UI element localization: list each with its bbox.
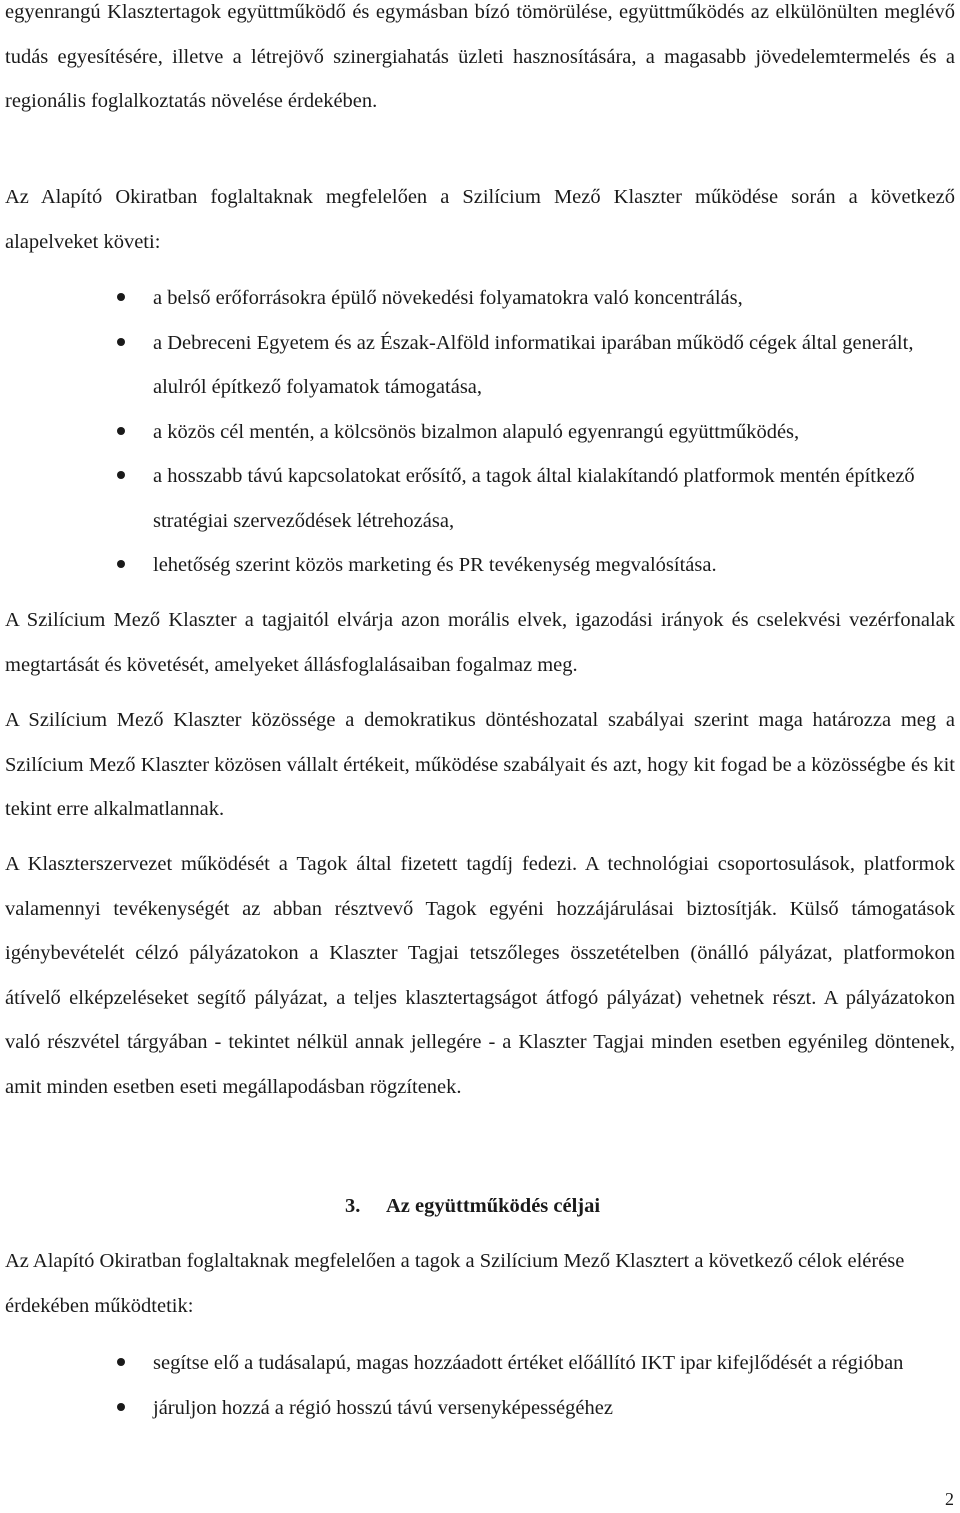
list-item [0, 1341, 960, 1386]
bullet-icon [117, 293, 125, 301]
bullet-icon [117, 1403, 125, 1411]
list-item-text: a közös cél mentén, a kölcsönös bizalmon alapuló egyenrangú együttműködés, [153, 420, 800, 443]
moral-paragraph: A Szilícium Mező Klaszter a tagjaitól elvárja azon morális elvek, igazodási irányok és cselekvési vezérfonalak megtartását és követését, amelyeket állásfoglalásaiban fogalmaz meg. [5, 609, 955, 676]
list-item [0, 276, 960, 321]
bullet-icon [117, 471, 125, 479]
goals-lead-paragraph: Az Alapító Okiratban foglaltaknak megfelelően a tagok a Szilícium Mező Klasztert a következő célok elérése érdekében működtetik: [5, 1250, 905, 1317]
intro-paragraph: egyenrangú Klasztertagok együttműködő és egymásban bízó tömörülése, együttműködés az elkülönülten meglévő tudás egyesítésére, illetve a létrejövő szinergiahatás üzleti hasznosítására, a magasabb jövedelemtermelés és a regionális foglalkoztatás növelése érdekében. [5, 1, 955, 112]
goals-list [0, 1341, 960, 1430]
bullet-icon [117, 338, 125, 346]
list-item [0, 410, 960, 455]
funding-paragraph: A Klaszterszervezet működését a Tagok által fizetett tagdíj fedezi. A technológiai csoportosulások, platformok valamennyi tevékenységét az abban résztvevő Tagok egyéni hozzájárulásai biztosítják. Külső támogatások igénybevételét célzó pályázatokon a Klaszter Tagjai tetszőleges összetételben (önálló pályázat, platformokon átívelő elképzeléseket segítő pályázat, a teljes klasztertagságot átfogó pályázat) vehetnek részt. A pályázatokon való részvétel tárgyában - tekintet nélkül annak jellegére - a Klaszter Tagjai minden esetben egyénileg döntenek, amit minden esetben eseti megállapodásban rögzítenek. [5, 853, 955, 1098]
page-number: 2 [945, 1489, 954, 1509]
list-item [0, 543, 960, 588]
section-number: 3. [345, 1195, 361, 1217]
list-item-text: a belső erőforrásokra épülő növekedési folyamatokra való koncentrálás, [153, 287, 743, 309]
section-title: Az együttműködés céljai [386, 1195, 601, 1217]
list-item-text: a Debreceni Egyetem és az Észak-Alföld informatikai iparában működő cégek által generált, alulról építkező folyamatok támogatása, [153, 331, 914, 398]
list-item [0, 1386, 960, 1431]
list-item-text: segítse elő a tudásalapú, magas hozzáadott értéket előállító IKT ipar kifejlődését a régióban [153, 1352, 904, 1374]
list-item-text: a hosszabb távú kapcsolatokat erősítő, a tagok által kialakítandó platformok mentén építkező stratégiai szerveződések létrehozása, [153, 465, 915, 532]
bullet-icon [117, 1358, 125, 1366]
list-item [0, 321, 960, 410]
community-paragraph: A Szilícium Mező Klaszter közössége a demokratikus döntéshozatal szabályai szerint maga határozza meg a Szilícium Mező Klaszter közösen vállalt értékeit, működése szabályait és azt, hogy kit fogad be a közösségbe és kit tekint erre alkalmatlannak. [5, 709, 955, 820]
list-item-text: járuljon hozzá a régió hosszú távú versenyképességéhez [153, 1396, 613, 1419]
principles-lead-paragraph: Az Alapító Okiratban foglaltaknak megfelelően a Szilícium Mező Klaszter működése során a következő alapelveket követi: [5, 186, 955, 253]
section-heading [345, 1191, 600, 1221]
bullet-icon [117, 560, 125, 568]
bullet-icon [117, 427, 125, 435]
principles-list [0, 276, 960, 588]
list-item [0, 454, 960, 543]
list-item-text: lehetőség szerint közös marketing és PR tevékenység megvalósítása. [153, 554, 717, 576]
